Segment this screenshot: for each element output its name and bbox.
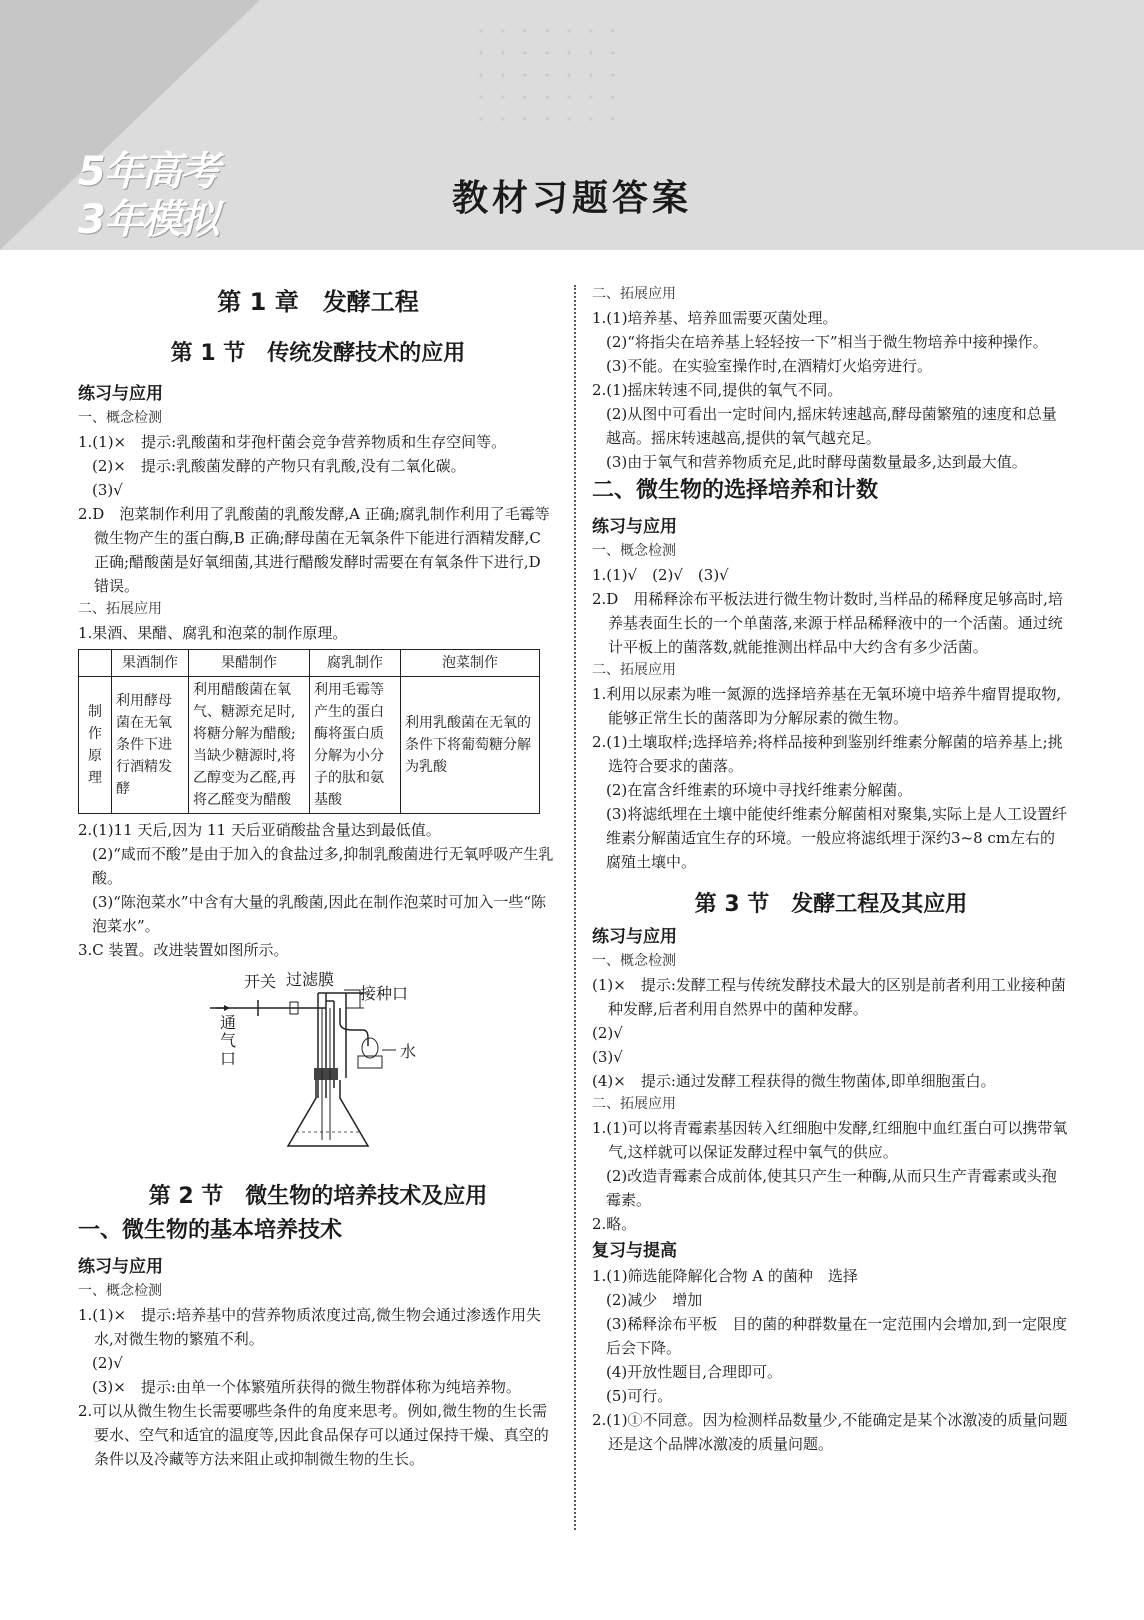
category-label: 一、概念检测 [592,953,676,969]
answer-line: (2)从图中可看出一定时间内,摇床转速越高,酵母菌繁殖的速度和总量越高。摇床转速越高,提供的氧气越充足。 [606,405,1057,447]
table-header-row [79,650,540,677]
left-column [78,285,558,1471]
answer-line: (1)× 提示:发酵工程与传统发酵技术最大的区别是前者利用工业接种菌种发酵,后者利用自然界中的菌种发酵。 [592,976,1066,1018]
page-title: 教材习题答案 [451,178,692,219]
answer-line: (3)√ [92,481,123,499]
answer-line: 1.(1)× 提示:培养基中的营养物质浓度过高,微生物会通过渗透作用失水,对微生物的繁殖不利。 [78,1306,541,1348]
part-2-title: 二、微生物的选择培养和计数 [592,478,879,503]
practice-heading: 练习与应用 [78,1257,163,1277]
header-dot-pattern [470,20,630,140]
answer-line: 1.利用以尿素为唯一氮源的选择培养基在无氧环境中培养牛瘤胃提取物,能够正常生长的菌落即为分解尿素的微生物。 [592,685,1062,727]
review-heading: 复习与提高 [592,1241,677,1261]
answer-line: 2.(1)摇床转速不同,提供的氧气不同。 [592,381,843,399]
fermentation-apparatus-diagram [78,968,540,1158]
section-3-title: 第 3 节 发酵工程及其应用 [694,892,968,917]
answer-line: (3)稀释涂布平板 目的菌的种群数量在一定范围内会增加,到一定限度后会下降。 [606,1315,1068,1357]
answer-line: (4)× 提示:通过发酵工程获得的微生物菌体,即单细胞蛋白。 [592,1072,996,1090]
water-label: 水 [400,1042,417,1061]
answer-line: (5)可行。 [606,1387,673,1405]
section-2-title: 第 2 节 微生物的培养技术及应用 [148,1184,488,1209]
category-label: 二、拓展应用 [592,1096,676,1112]
answer-line: (2)√ [592,1024,623,1042]
answer-line: 3.C 装置。改进装置如图所示。 [78,941,289,959]
answer-line: 1.(1)√ (2)√ (3)√ [592,566,729,584]
table-corner-cell [79,650,112,677]
answer-line: (3)由于氧气和营养物质充足,此时酵母菌数量最多,达到最大值。 [606,453,1027,471]
filter-label: 过滤膜 [286,970,335,989]
page-header [0,0,1144,250]
answer-line: 1.(1)× 提示:乳酸菌和芽孢杆菌会竞争营养物质和生存空间等。 [78,433,507,451]
part-1-title: 一、微生物的基本培养技术 [78,1218,343,1243]
answer-line: 1.(1)可以将青霉素基因转入红细胞中发酵,红细胞中血红蛋白可以携带氧气,这样就可以保证发酵过程中氧气的供应。 [592,1119,1068,1161]
fermentation-table [78,649,540,814]
air-inlet-label: 通气口 [220,1013,237,1068]
table-cell: 利用醋酸菌在氧气、糖源充足时,将糖分解为醋酸;当缺少糖源时,将乙醇变为乙醛,再将乙醛变为醋酸 [189,677,310,814]
answer-line: (3)√ [592,1048,623,1066]
table-cell: 利用毛霉等产生的蛋白酶将蛋白质分解为小分子的肽和氨基酸 [310,677,401,814]
answer-line: 1.(1)培养基、培养皿需要灭菌处理。 [592,309,838,327]
answer-line: (2)√ [92,1354,123,1372]
table-cell: 利用酵母菌在无氧条件下进行酒精发酵 [112,677,189,814]
table-header: 果酒制作 [112,650,189,677]
answer-line: (2)改造青霉素合成前体,使其只产生一种酶,从而只生产青霉素或头孢霉素。 [606,1167,1057,1209]
answer-line: (3)不能。在实验室操作时,在酒精灯火焰旁进行。 [606,357,933,375]
answer-line: (3)将滤纸埋在土壤中能使纤维素分解菌相对聚集,实际上是人工设置纤维素分解菌适宜生存的环境。一般应将滤纸埋于深约3~8 cm左右的腐殖土壤中。 [606,805,1068,871]
table-header: 果醋制作 [189,650,310,677]
answer-line: (2)“将指尖在培养基上轻轻按一下”相当于微生物培养中接种操作。 [606,333,1048,351]
category-label: 二、拓展应用 [78,601,162,617]
answer-line: (4)开放性题目,合理即可。 [606,1363,783,1381]
answer-line: (2)减少 增加 [606,1291,703,1309]
logo-line-2: 3年模拟 [78,197,218,243]
table-cell: 利用乳酸菌在无氧的条件下将葡萄糖分解为乳酸 [401,677,540,814]
section-1-title: 第 1 节 传统发酵技术的应用 [170,341,466,366]
logo-line-1: 5年高考 [78,149,218,195]
switch-label: 开关 [244,972,277,991]
category-label: 二、拓展应用 [592,662,676,678]
table-header: 腐乳制作 [310,650,401,677]
answer-line: (2)× 提示:乳酸菌发酵的产物只有乳酸,没有二氧化碳。 [92,457,466,475]
answer-line: 1.果酒、果醋、腐乳和泡菜的制作原理。 [78,624,348,642]
chapter-title: 第 1 章 发酵工程 [217,288,419,316]
category-label: 二、拓展应用 [592,286,676,302]
inoculation-port-label: 接种口 [360,984,409,1003]
answer-line: 2.略。 [592,1215,637,1233]
answer-line: (3)× 提示:由单一个体繁殖所获得的微生物群体称为纯培养物。 [92,1378,521,1396]
category-label: 一、概念检测 [78,410,162,426]
practice-heading: 练习与应用 [592,517,677,537]
practice-heading: 练习与应用 [592,927,677,947]
answer-line: 1.(1)筛选能降解化合物 A 的菌种 选择 [592,1267,858,1285]
apparatus-figure [78,968,540,1158]
column-divider [574,285,576,1530]
answer-line: (2)“咸而不酸”是由于加入的食盐过多,抑制乳酸菌进行无氧呼吸产生乳酸。 [92,845,554,887]
answer-line: 2.(1)土壤取样;选择培养;将样品接种到鉴别纤维素分解菌的培养基上;挑选符合要求的菌落。 [592,733,1063,775]
practice-heading: 练习与应用 [78,384,163,404]
table-header: 泡菜制作 [401,650,540,677]
category-label: 一、概念检测 [78,1283,162,1299]
answer-line: 2.可以从微生物生长需要哪些条件的角度来思考。例如,微生物的生长需要水、空气和适宜的温度等,因此食品保存可以通过保持干燥、真空的条件以及冷藏等方法来阻止或抑制微生物的生长。 [78,1402,549,1468]
right-column [592,283,1070,1456]
table-row-label: 制作原理 [79,677,112,814]
answer-line: 2.D 用稀释涂布平板法进行微生物计数时,当样品的稀释度足够高时,培养基表面生长的一个单菌落,来源于样品稀释液中的一个活菌。通过统计平板上的菌落数,就能推测出样品中大约含有多少活菌。 [592,590,1063,656]
answer-line: (2)在富含纤维素的环境中寻找纤维素分解菌。 [606,781,913,799]
answer-line: 2.D 泡菜制作利用了乳酸菌的乳酸发酵,A 正确;腐乳制作利用了毛霉等微生物产生的蛋白酶,B 正确;酵母菌在无氧条件下能进行酒精发酵,C 正确;醋酸菌是好氧细菌,其进行醋酸发酵时需要在有氧条件下进行,D 错误。 [78,505,550,595]
table-row [79,677,540,814]
answer-line: 2.(1)①不同意。因为检测样品数量少,不能确定是某个冰激凌的质量问题还是这个品牌冰激凌的质量问题。 [592,1411,1068,1453]
category-label: 一、概念检测 [592,543,676,559]
answer-line: (3)“陈泡菜水”中含有大量的乳酸菌,因此在制作泡菜时可加入一些“陈泡菜水”。 [92,893,547,935]
answer-line: 2.(1)11 天后,因为 11 天后亚硝酸盐含量达到最低值。 [78,821,441,839]
